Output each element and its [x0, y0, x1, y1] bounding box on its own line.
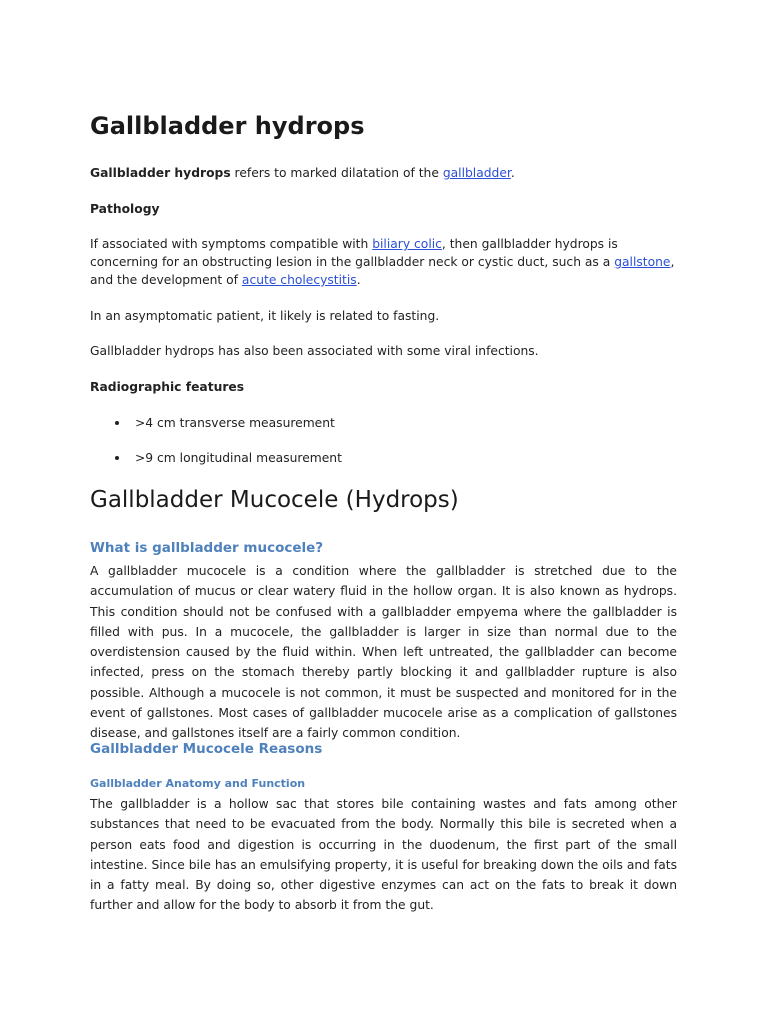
gallbladder-link[interactable]: gallbladder [442, 166, 511, 180]
bullet-icon [115, 456, 119, 460]
radiographic-heading: Radiographic features [90, 380, 245, 394]
asymptomatic-paragraph: In an asymptomatic patient, it likely is related to fasting. [90, 309, 440, 323]
list-item [90, 449, 677, 467]
acute-cholecystitis-link[interactable]: acute cholecystitis [241, 273, 357, 287]
biliary-colic-link[interactable]: biliary colic [372, 237, 442, 251]
pathology-text-1: If associated with symptoms compatible with [90, 237, 373, 251]
radiographic-list [90, 414, 677, 484]
bullet-icon [115, 421, 119, 425]
list-item-text: >9 cm longitudinal measurement [135, 451, 342, 465]
viral-paragraph: Gallbladder hydrops has also been associated with some viral infections. [90, 344, 539, 358]
intro-term: Gallbladder hydrops [90, 166, 231, 180]
pathology-text-2: , then gallbladder hydrops is concerning for an obstructing lesion in the gallbladder neck or cystic duct, such as a [90, 237, 618, 269]
gallstone-link[interactable]: gallstone [614, 255, 671, 269]
anatomy-heading: Gallbladder Anatomy and Function [90, 777, 306, 790]
list-item-text: >4 cm transverse measurement [135, 416, 335, 430]
what-heading: What is gallbladder mucocele? [90, 540, 324, 556]
pathology-paragraph [90, 235, 677, 289]
intro-end: . [510, 166, 515, 180]
what-paragraph: A gallbladder mucocele is a condition where the gallbladder is stretched due to the accumulation of mucus or clear watery fluid in the hollow organ. It is also known as hydrops. This condition should not be confused with a gallbladder empyema where the gallbladder is filled with pus. In a mucocele, the gallbladder is larger in size than normal due to the overdistension caused by the fluid within. When left untreated, the gallbladder can become infected, press on the stomach thereby partly blocking it and gallbladder rupture is also possible. Although a mucocele is not common, it must be suspected and monitored for in the event of gallstones. Most cases of gallbladder mucocele arise as a complication of gallstones disease, and gallstones itself are a fairly common condition. [90, 564, 677, 741]
intro-paragraph [90, 164, 677, 182]
anatomy-paragraph: The gallbladder is a hollow sac that stores bile containing wastes and fats among other substances that need to be evacuated from the body. Normally this bile is secreted when a person eats food and digestion is occurring in the duodenum, the first part of the small intestine. Since bile has an emulsifying property, it is useful for breaking down the oils and fats in a fatty meal. By doing so, other digestive enzymes can act on the fats to break it down further and allow for the body to absorb it from the gut. [90, 797, 677, 913]
page-title: Gallbladder hydrops [90, 112, 365, 140]
pathology-text-4: . [356, 273, 361, 287]
pathology-text-3: , and the development of [90, 255, 675, 287]
intro-text: refers to marked dilatation of the [230, 166, 443, 180]
section-title: Gallbladder Mucocele (Hydrops) [90, 487, 459, 513]
reasons-heading: Gallbladder Mucocele Reasons [90, 741, 323, 757]
pathology-heading: Pathology [90, 202, 160, 216]
list-item [90, 414, 677, 432]
